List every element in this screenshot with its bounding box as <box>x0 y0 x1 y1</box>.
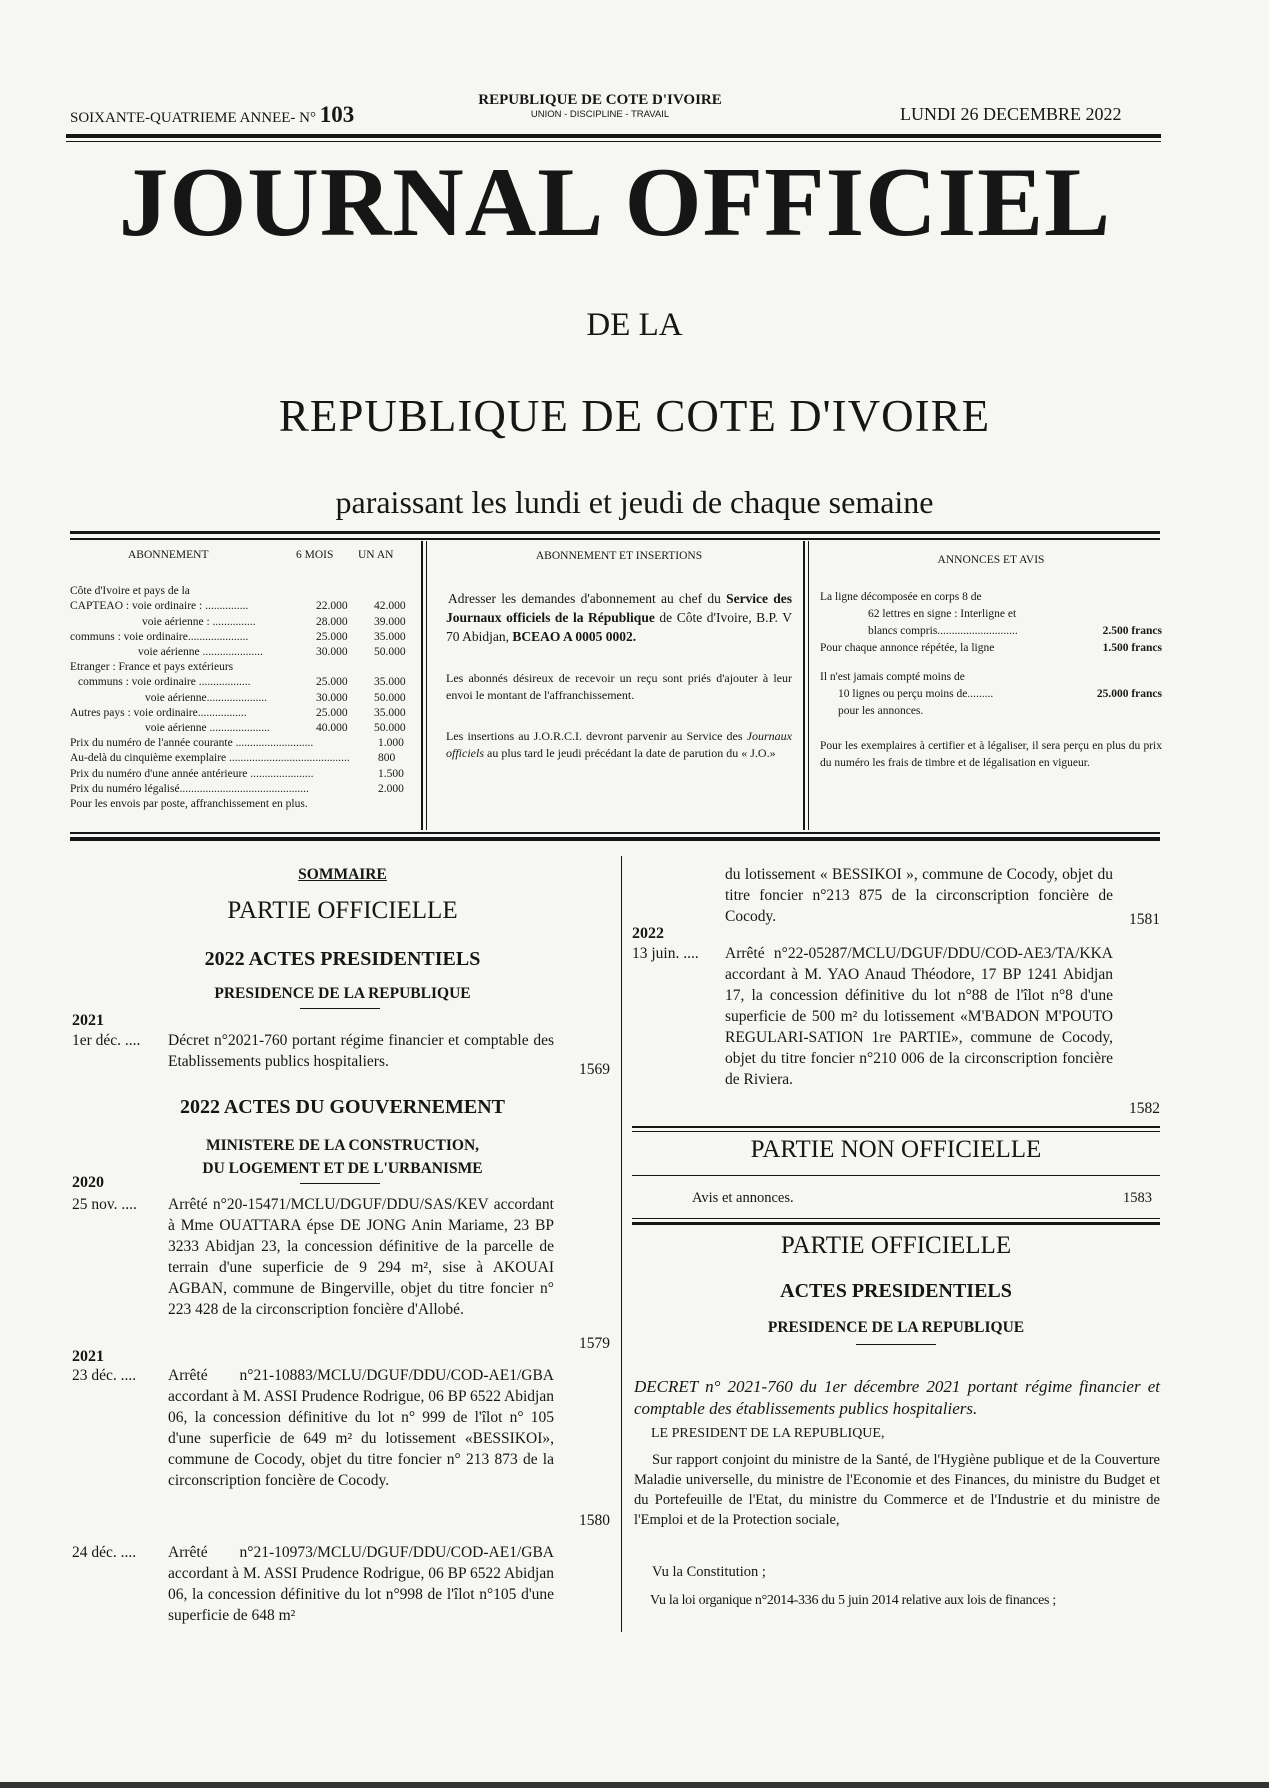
country-block <box>430 92 770 120</box>
box-divider-1b <box>426 541 427 830</box>
sommaire-entry: 24 déc. .... Arrêté n°21-10973/MCLU/DGUF/DDU/COD-AE1/GBA accordant à M. ASSI Prudence Rodrigue, 06 BP 6522 Abidjan 06, la concession définitive du lot n°998 de l'îlot n°105 d'une superficie de 648 m² <box>72 1544 554 1624</box>
subscription-row: communs : voie ordinaire..................... 25.000 35.000 <box>70 630 406 643</box>
republic-title: REPUBLIQUE DE COTE D'IVOIRE <box>278 391 991 441</box>
issue-number: 103 <box>319 102 355 127</box>
sommaire-entry: 25 nov. .... Arrêté n°20-15471/MCLU/DGUF/DDU/SAS/KEV accordant à Mme OUATTARA épse DE JONG Anin Mariame, 23 BP 3233 Abidjan 23, la concession définitive de la parcelle de terrain d'une superficie de 9 294 m², sise à AKOUAI AGBAN, commune de Bingerville, objet du titre foncier n° 223 428 de la circonscription foncière d'Allobé. 1579 <box>72 1196 610 1352</box>
vu-loi-organique: Vu la loi organique n°2014-336 du 5 juin 2014 relative aux lois de finances ; <box>650 1593 1056 1608</box>
box-divider-2b <box>808 541 809 830</box>
insertions-p2: Les abonnés désireux de recevoir un reçu sont priés d'ajouter à leur envoi le montant de l'affranchissement. <box>446 671 792 702</box>
box-rule-top1 <box>70 531 1160 534</box>
un-an-header: UN AN <box>358 549 394 561</box>
rapport: Sur rapport conjoint du ministre de la Santé, de l'Hygiène publique et de la Couverture Maladie universelle, du ministre de l'Economie et des Finances, du ministre du Budget et du Portefeuille de l'Etat, du ministre du Commerce et de l'Industrie et du ministre de l'Emploi et de la Protection sociale, <box>634 1452 1160 1528</box>
avis-entry: Avis et annonces. 1583 <box>692 1190 1152 1206</box>
subscription-row: Etranger : France et pays extérieurs <box>70 661 234 674</box>
journal-title: JOURNAL OFFICIEL <box>118 148 1112 257</box>
subscription-row: communs : voie ordinaire .................. 25.000 35.000 <box>78 676 406 689</box>
box-rule-bottom2 <box>70 837 1160 841</box>
frequency: paraissant les lundi et jeudi de chaque semaine <box>335 484 934 520</box>
sommaire-partie-officielle: PARTIE OFFICIELLE <box>227 897 458 924</box>
subscription-row: Côte d'Ivoire et pays de la <box>70 585 190 598</box>
insertions-box <box>446 548 792 762</box>
annonces-box: ANNONCES ET AVIS La ligne décomposée en corps 8 de 62 lettres en signe : Interligne et blancs compris............................ 2.500 francs Pour chaque annonce répétée, la ligne 1.500 francs Il n'est jamais compté moins de 10 lignes ou perçu moins de......... 25.000 francs pour les annonces. Pour les exemplaires à certifier et à légaliser, il sera perçu en plus du prix du numéro les frais de timbre et de légalisation en vigueur. <box>820 552 1162 772</box>
subscription-row: voie aérienne..................... 30.000 50.000 <box>145 691 406 704</box>
box-rule-top2 <box>70 538 1160 540</box>
column-divider <box>621 856 622 1632</box>
partie-non-officielle: PARTIE NON OFFICIELLE <box>750 1136 1042 1163</box>
issue-date: LUNDI 26 DECEMBRE 2022 <box>900 104 1122 124</box>
sommaire-entry: 1er déc. .... Décret n°2021-760 portant régime financier et comptable des Etablissements publics hospitaliers. 1569 <box>72 1032 610 1078</box>
decree-title: DECRET n° 2021-760 du 1er décembre 2021 portant régime financier et comptable des établissements publics hospitaliers. <box>634 1377 1160 1418</box>
sommaire-entry-continued: du lotissement « BESSIKOI », commune de Cocody, objet du titre foncier n°213 875 de la circonscription foncière de Cocody. 1581 <box>725 866 1160 928</box>
section-rule <box>300 1183 380 1184</box>
box-divider-2a <box>803 541 805 830</box>
insertions-header: ABONNEMENT ET INSERTIONS <box>535 550 703 562</box>
edition-label: SOIXANTE-QUATRIEME ANNEE- N° <box>70 110 316 126</box>
abonnement-header: ABONNEMENT <box>128 549 209 561</box>
body-partie-officielle: PARTIE OFFICIELLE <box>780 1232 1012 1259</box>
ministere-l1: MINISTERE DE LA CONSTRUCTION, <box>205 1137 480 1154</box>
motto: UNION - DISCIPLINE - TRAVAIL <box>530 109 670 120</box>
year-2022: 2022 <box>632 925 664 942</box>
top-rule-thin <box>66 141 1161 142</box>
price-row: Au-delà du cinquième exemplaire .......................................... 800 <box>70 752 396 765</box>
sommaire-actes-pres: 2022 ACTES PRESIDENTIELS <box>204 948 481 970</box>
price-row: Prix du numéro légalisé............................................. 2.000 <box>70 782 404 795</box>
subscription-row: Autres pays : voie ordinaire................. 25.000 35.000 <box>70 706 406 719</box>
edition-line <box>70 102 354 128</box>
annonce-price-row: 10 lignes ou perçu moins de......... 25.000 francs <box>838 688 1162 700</box>
price-row: Prix du numéro d'une année antérieure ...................... 1.500 <box>70 767 404 780</box>
price-row: Prix du numéro de l'année courante ........................... 1.000 <box>70 737 404 750</box>
section-rule <box>856 1344 936 1345</box>
sommaire-actes-gouv: 2022 ACTES DU GOUVERNEMENT <box>179 1096 506 1118</box>
postal-note: Pour les envois par poste, affranchissement en plus. <box>70 798 308 811</box>
body-actes: ACTES PRESIDENTIELS <box>780 1280 1012 1302</box>
scan-edge <box>0 1782 1269 1788</box>
annonce-price-row: blancs compris............................ 2.500 francs <box>868 625 1162 637</box>
sommaire-presidence: PRESIDENCE DE LA REPUBLIQUE <box>214 985 471 1002</box>
annonces-legal-note: Pour les exemplaires à certifier et à légaliser, il sera perçu en plus du prix du numéro les frais de timbre et de légalisation en vigueur. <box>820 740 1162 769</box>
non-officielle-rule3 <box>632 1175 1160 1176</box>
vu-constitution: Vu la Constitution ; <box>652 1564 766 1580</box>
non-officielle-rule2 <box>632 1131 1160 1132</box>
annonces-header: ANNONCES ET AVIS <box>937 554 1045 566</box>
body-rule1 <box>632 1218 1160 1219</box>
insertions-p1: Adresser les demandes d'abonnement au chef du Service des Journaux officiels de la République de Côte d'Ivoire, B.P. V 70 Abidjan, BCEAO A 0005 0002. <box>446 591 793 644</box>
price-list <box>70 736 418 797</box>
year-2021: 2021 <box>72 1348 104 1365</box>
body-rule2 <box>632 1222 1160 1225</box>
year-2021: 2021 <box>72 1012 104 1029</box>
top-rule-thick <box>66 134 1161 138</box>
body-presidence: PRESIDENCE DE LA REPUBLIQUE <box>767 1319 1025 1336</box>
subscription-rows <box>70 584 418 736</box>
box-divider-1a <box>421 541 423 830</box>
annonce-price-row: Pour chaque annonce répétée, la ligne 1.500 francs <box>820 642 1162 654</box>
president: LE PRESIDENT DE LA REPUBLIQUE, <box>651 1426 885 1441</box>
subscription-row: voie aérienne ..................... 40.000 50.000 <box>145 722 406 735</box>
de-la: DE LA <box>586 307 683 343</box>
sommaire-entry: 23 déc. .... Arrêté n°21-10883/MCLU/DGUF/DDU/COD-AE1/GBA accordant à M. ASSI Prudence Rodrigue, 06 BP 6522 Abidjan 06, la concession définitive du lot n° 999 de l'îlot n° 105 d'une superficie de 649 m² du lotissement «BESSIKOI», commune de Cocody, objet du titre foncier n° 213 873 de la circonscription foncière de Cocody. 1580 <box>72 1367 610 1529</box>
sommaire-title: SOMMAIRE <box>298 866 387 883</box>
section-rule <box>300 1008 380 1009</box>
non-officielle-rule1 <box>632 1126 1160 1128</box>
six-mois-header: 6 MOIS <box>296 549 334 561</box>
sommaire-entry: 13 juin. .... Arrêté n°22-05287/MCLU/DGUF/DDU/COD-AE3/TA/KKA accordant à M. YAO Anaud Théodore, 17 BP 1241 Abidjan 17, la concession définitive du lot n°88 de l'îlot n°8 d'une superficie de 500 m² du lotissement «M'BADON M'POUTO REGULARI-SATION 1re PARTIE», commune de Cocody, objet du titre foncier n°210 006 de la circonscription foncière de Riviera. 1582 <box>632 945 1160 1117</box>
box-rule-bottom1 <box>70 832 1160 834</box>
subscription-box <box>70 548 418 812</box>
ministere-l2: DU LOGEMENT ET DE L'URBANISME <box>202 1160 483 1177</box>
subscription-row: CAPTEAO : voie ordinaire : ............... 22.000 42.000 <box>70 600 406 613</box>
subscription-row: voie aérienne : ............... 28.000 39.000 <box>142 615 406 628</box>
country-name: REPUBLIQUE DE COTE D'IVOIRE <box>478 92 722 108</box>
subscription-row: voie aérienne ..................... 30.000 50.000 <box>138 646 406 659</box>
insertions-p3: Les insertions au J.O.R.C.I. devront parvenir au Service des Journaux officiels au plus tard le jeudi précédant la date de parution du « J.O.» <box>446 729 792 760</box>
year-2020: 2020 <box>72 1174 104 1191</box>
